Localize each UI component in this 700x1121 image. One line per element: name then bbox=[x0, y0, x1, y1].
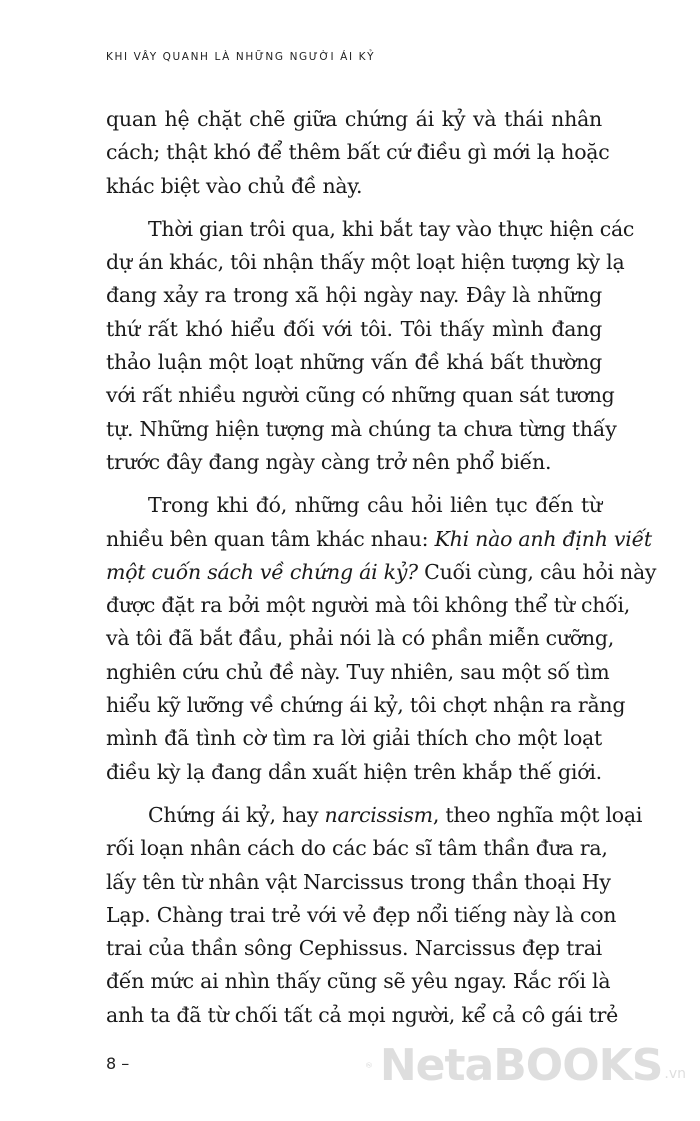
watermark bbox=[366, 1030, 686, 1100]
text-line: trai của thần sông Cephissus. Narcissus đẹp trai bbox=[106, 936, 602, 961]
text-line: nghiên cứu chủ đề này. Tuy nhiên, sau một số tìm bbox=[106, 659, 610, 684]
text-line: Trong khi đó, những câu hỏi liên tục đến từ bbox=[148, 493, 602, 518]
running-header: KHI VÂY QUANH LÀ NHỮNG NGƯỜI ÁI KỶ bbox=[106, 51, 376, 63]
text-line: hiểu kỹ lưỡng về chứng ái kỷ, tôi chợt nhận ra rằng bbox=[106, 693, 626, 718]
text-run: , theo nghĩa một loại bbox=[432, 802, 643, 827]
text-line: quan hệ chặt chẽ giữa chứng ái kỷ và thái nhân bbox=[106, 107, 602, 131]
italic-question: Khi nào anh định viết bbox=[434, 526, 652, 551]
page-number: 8 – bbox=[106, 1054, 130, 1073]
text-line bbox=[106, 556, 657, 589]
paragraph-3 bbox=[106, 489, 657, 789]
text-line: được đặt ra bởi một người mà tôi không thể từ chối, bbox=[106, 593, 631, 618]
text-line: dự án khác, tôi nhận thấy một loạt hiện tượng kỳ lạ bbox=[106, 250, 625, 275]
watermark-suffix: .vn bbox=[664, 1066, 686, 1082]
text-line: trước đây đang ngày càng trở nên phổ biến. bbox=[106, 449, 552, 474]
text-line bbox=[106, 799, 643, 832]
text-line: thảo luận một loạt những vấn đề khá bất thường bbox=[106, 350, 602, 375]
text-run: Chứng ái kỷ, hay bbox=[148, 802, 325, 827]
text-line: Lạp. Chàng trai trẻ với vẻ đẹp nổi tiếng này là con bbox=[106, 902, 617, 927]
text-line: với rất nhiều người cũng có những quan sát tương bbox=[106, 383, 615, 408]
text-line: đang xảy ra trong xã hội ngày nay. Đây là những bbox=[106, 283, 602, 308]
watermark-brand: NetaBOOKS bbox=[379, 1039, 663, 1091]
text-run: nhiều bên quan tâm khác nhau: bbox=[106, 526, 435, 551]
body-text bbox=[106, 103, 657, 1032]
text-line: rối loạn nhân cách do các bác sĩ tâm thần đưa ra, bbox=[106, 836, 608, 861]
netabooks-logo-icon bbox=[366, 1036, 372, 1094]
text-line: điều kỳ lạ đang dần xuất hiện trên khắp thế giới. bbox=[106, 759, 602, 784]
paragraph-2 bbox=[106, 213, 635, 479]
text-line: lấy tên từ nhân vật Narcissus trong thần thoại Hy bbox=[106, 869, 611, 894]
text-line: đến mức ai nhìn thấy cũng sẽ yêu ngay. Rắc rối là bbox=[106, 969, 611, 994]
text-line: Thời gian trôi qua, khi bắt tay vào thực hiện các bbox=[148, 216, 635, 241]
text-run: Cuối cùng, câu hỏi này bbox=[417, 559, 657, 584]
text-line: mình đã tình cờ tìm ra lời giải thích cho một loạt bbox=[106, 726, 602, 751]
text-line: anh ta đã từ chối tất cả mọi người, kể cả cô gái trẻ bbox=[106, 1002, 619, 1027]
italic-term: narcissism bbox=[324, 802, 433, 827]
text-line: tự. Những hiện tượng mà chúng ta chưa từng thấy bbox=[106, 416, 617, 441]
italic-question: một cuốn sách về chứng ái kỷ? bbox=[106, 559, 418, 584]
paragraph-4 bbox=[106, 799, 643, 1032]
text-line: thứ rất khó hiểu đối với tôi. Tôi thấy mình đang bbox=[106, 316, 602, 341]
text-line: và tôi đã bắt đầu, phải nói là có phần miễn cưỡng, bbox=[106, 626, 615, 651]
text-line: khác biệt vào chủ đề này. bbox=[106, 173, 363, 198]
paragraph-1 bbox=[106, 103, 610, 203]
text-line bbox=[106, 523, 652, 556]
text-line: cách; thật khó để thêm bất cứ điều gì mới lạ hoặc bbox=[106, 140, 610, 165]
